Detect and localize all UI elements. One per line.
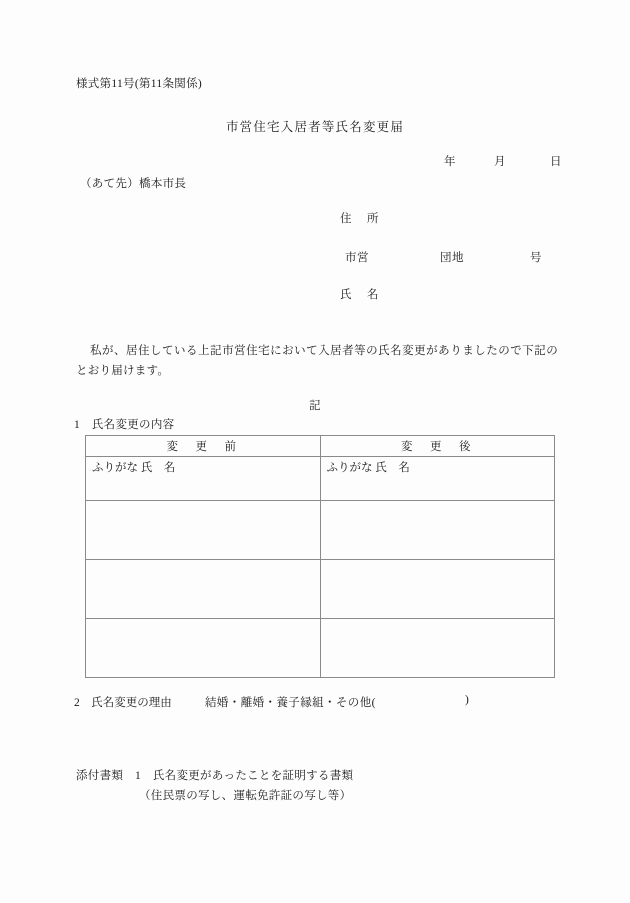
reason-close-paren: )	[465, 694, 469, 706]
addressee-line: （あて先）橋本市長	[80, 178, 187, 190]
estate-prefix-label: 市営	[345, 252, 369, 264]
table-header-row	[86, 436, 555, 457]
entry-cell-before[interactable]	[86, 560, 321, 619]
form-number: 様式第11号(第11条関係)	[76, 78, 203, 90]
section1-heading: 1 氏名変更の内容	[74, 419, 175, 431]
column-header-after: 変 更 後	[320, 436, 555, 457]
entry-cell-after[interactable]	[320, 619, 555, 678]
label-cell-before: ふりがな 氏 名	[86, 457, 321, 501]
name-label: 氏 名	[340, 289, 381, 301]
section2-heading: 2 氏名変更の理由	[74, 697, 172, 709]
reason-options[interactable]: 結婚・離婚・養子縁組・その他(	[205, 697, 376, 709]
address-label: 住 所	[340, 213, 381, 225]
attachments-line-1: 添付書類 1 氏名変更があったことを証明する書類	[76, 770, 354, 782]
entry-cell-before[interactable]	[86, 501, 321, 560]
entry-cell-before[interactable]	[86, 619, 321, 678]
table-row	[86, 501, 555, 560]
entry-cell-after[interactable]	[320, 560, 555, 619]
label-cell-after: ふりがな 氏 名	[320, 457, 555, 501]
name-change-table	[85, 435, 555, 678]
entry-cell-after[interactable]	[320, 501, 555, 560]
month-unit-label: 月	[494, 156, 506, 168]
ki-marker: 記	[309, 400, 321, 412]
table-row	[86, 560, 555, 619]
section2-reason-row	[74, 694, 494, 712]
table-label-row	[86, 457, 555, 501]
table-row	[86, 619, 555, 678]
estate-entry-row	[340, 249, 570, 267]
attachments-line-2: （住民票の写し、運転免許証の写し等）	[139, 790, 352, 802]
document-title: 市営住宅入居者等氏名変更届	[225, 120, 405, 134]
day-unit-label: 日	[550, 156, 562, 168]
estate-suffix-label: 号	[530, 252, 542, 264]
estate-middle-label: 団地	[440, 252, 464, 264]
statement-paragraph: 私が、居住している上記市営住宅において入居者等の氏名変更がありましたので下記のとおり届けます。	[76, 345, 558, 378]
column-header-before: 変 更 前	[86, 436, 321, 457]
date-entry-row	[430, 153, 570, 171]
year-unit-label: 年	[444, 156, 456, 168]
